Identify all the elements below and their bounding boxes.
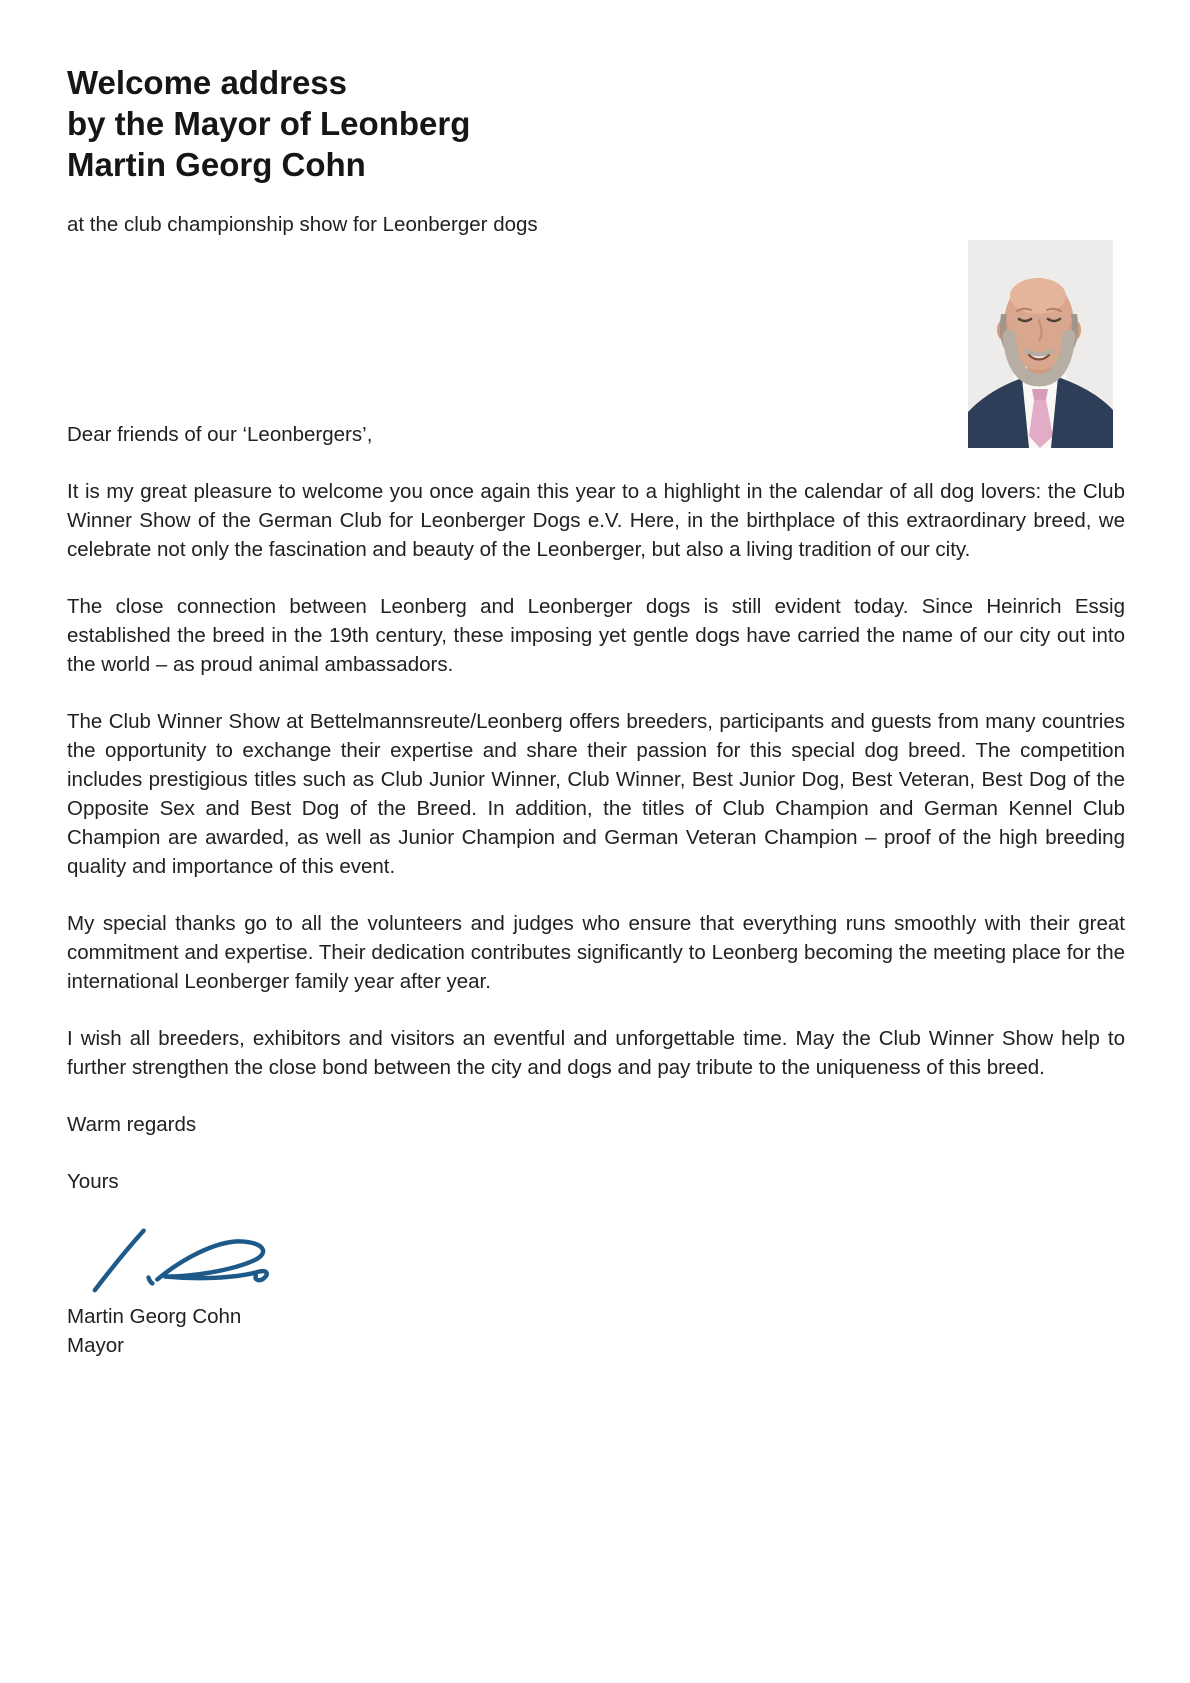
signature-strokes (95, 1231, 267, 1291)
signature-illustration (87, 1222, 292, 1294)
page-title (67, 62, 1126, 185)
salutation: Dear friends of our ‘Leonbergers’, (67, 423, 373, 446)
subtitle: at the club championship show for Leonberger dogs (67, 213, 538, 236)
signer-title: Mayor (67, 1334, 124, 1357)
mayor-signature (87, 1222, 292, 1294)
paragraph-3: The Club Winner Show at Bettelmannsreute/Leonberg offers breeders, participants and guests from many countries the opportunity to exchange their expertise and share their passion for this special dog breed. The competition includes prestigious titles such as Club Junior Winner, Club Winner, Best Junior Dog, Best Veteran, Best Dog of the Opposite Sex and Best Dog of the Breed. In addition, the titles of Club Champion and German Kennel Club Champion are awarded, as well as Junior Champion and German Veteran Champion – proof of the high breeding quality and importance of this event. (67, 710, 1125, 878)
paragraph-1: It is my great pleasure to welcome you once again this year to a highlight in the calendar of all dog lovers: the Club Winner Show of the German Club for Leonberger Dogs e.V. Here, in the birthplace of this extraordinary breed, we celebrate not only the fascination and beauty of the Leonberger, but also a living tradition of our city. (67, 480, 1125, 561)
letter-header (0, 0, 1190, 239)
signer-name: Martin Georg Cohn (67, 1305, 242, 1328)
portrait-illustration (968, 240, 1113, 448)
tie-knot (1032, 389, 1048, 400)
closing-phrase: Warm regards (67, 1113, 197, 1136)
valediction: Yours (67, 1170, 119, 1193)
title-line-2: by the Mayor of Leonberg (67, 105, 471, 142)
paragraph-4: My special thanks go to all the volunteers and judges who ensure that everything runs smoothly with their great commitment and expertise. Their dedication contributes significantly to Leonberg becoming the meeting place for the international Leonberger family year after year. (67, 912, 1125, 993)
letter-body (0, 420, 1190, 1360)
title-line-3: Martin Georg Cohn (67, 146, 366, 183)
mayor-portrait-photo (968, 240, 1113, 448)
paragraph-5: I wish all breeders, exhibitors and visitors an eventful and unforgettable time. May the Club Winner Show help to further strengthen the close bond between the city and dogs and pay tribute to the uniqueness of this breed. (67, 1027, 1125, 1079)
paragraph-2: The close connection between Leonberg and Leonberger dogs is still evident today. Since Heinrich Essig established the breed in the 19th century, these imposing yet gentle dogs have carried the name of our city out into the world – as proud animal ambassadors. (67, 595, 1125, 676)
title-line-1: Welcome address (67, 64, 348, 101)
